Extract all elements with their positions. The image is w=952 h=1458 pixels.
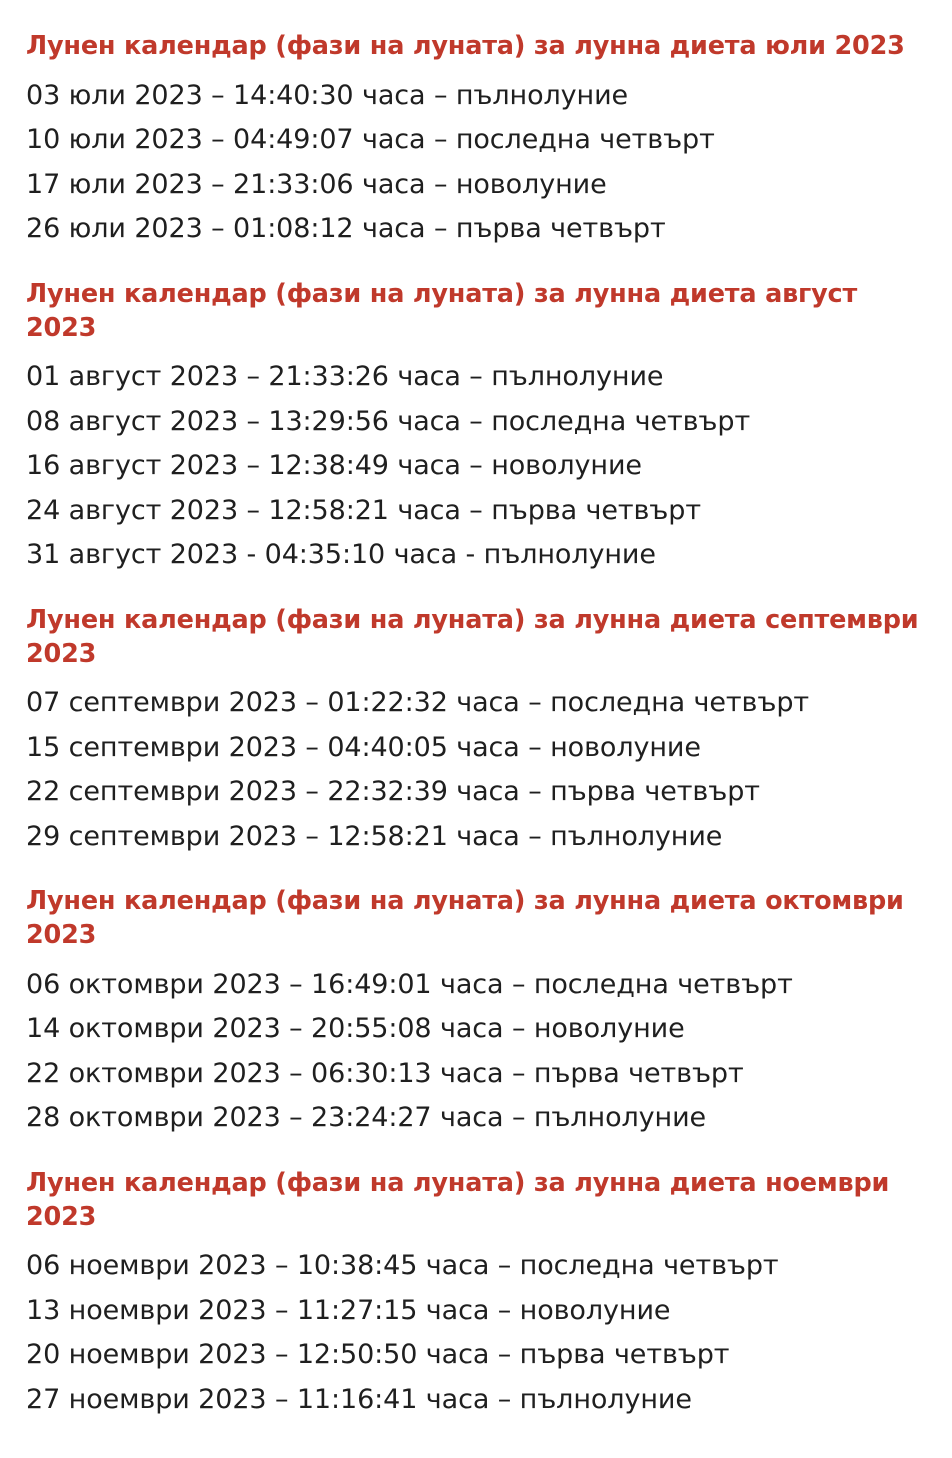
lunar-calendar-section-october xyxy=(26,873,926,1155)
section-heading: Лунен календар (фази на луната) за лунна диета септември 2023 xyxy=(26,604,919,669)
list-item: 31 август 2023 - 04:35:10 часа - пълнолуние xyxy=(26,539,656,571)
lunar-calendar-section-july xyxy=(26,18,926,266)
list-item: 20 ноември 2023 – 12:50:50 часа – първа четвърт xyxy=(26,1339,730,1371)
moon-phase-list xyxy=(26,675,926,873)
page-top-spacer xyxy=(26,0,926,18)
list-item: 26 юли 2023 – 01:08:12 часа – първа четвърт xyxy=(26,213,666,245)
lunar-calendar-section-september xyxy=(26,592,926,874)
list-item: 15 септември 2023 – 04:40:05 часа – новолуние xyxy=(26,731,701,763)
list-item: 17 юли 2023 – 21:33:06 часа – новолуние xyxy=(26,168,607,200)
list-item: 07 септември 2023 – 01:22:32 часа – последна четвърт xyxy=(26,687,809,719)
list-item: 16 август 2023 – 12:38:49 часа – новолуние xyxy=(26,450,642,482)
list-item: 28 октомври 2023 – 23:24:27 часа – пълнолуние xyxy=(26,1102,707,1134)
section-heading: Лунен календар (фази на луната) за лунна диета ноември 2023 xyxy=(26,1167,890,1232)
section-heading: Лунен календар (фази на луната) за лунна диета август 2023 xyxy=(26,278,858,343)
list-item: 06 октомври 2023 – 16:49:01 часа – последна четвърт xyxy=(26,968,793,1000)
moon-phase-list xyxy=(26,1238,926,1436)
list-item: 01 август 2023 – 21:33:26 часа – пълнолуние xyxy=(26,361,664,393)
section-heading: Лунен календар (фази на луната) за лунна диета юли 2023 xyxy=(26,31,905,61)
list-item: 27 ноември 2023 – 11:16:41 часа – пълнолуние xyxy=(26,1383,692,1415)
section-heading: Лунен календар (фази на луната) за лунна диета октомври 2023 xyxy=(26,886,904,951)
moon-phase-list xyxy=(26,349,926,592)
lunar-calendar-section-august xyxy=(26,266,926,592)
list-item: 03 юли 2023 – 14:40:30 часа – пълнолуние xyxy=(26,79,629,111)
moon-phase-list xyxy=(26,68,926,266)
list-item: 29 септември 2023 – 12:58:21 часа – пълнолуние xyxy=(26,820,723,852)
moon-phase-list xyxy=(26,957,926,1155)
list-item: 10 юли 2023 – 04:49:07 часа – последна четвърт xyxy=(26,124,715,156)
list-item: 22 октомври 2023 – 06:30:13 часа – първа четвърт xyxy=(26,1057,744,1089)
list-item: 13 ноември 2023 – 11:27:15 часа – новолуние xyxy=(26,1294,671,1326)
list-item: 08 август 2023 – 13:29:56 часа – последна четвърт xyxy=(26,405,751,437)
lunar-calendar-section-november xyxy=(26,1155,926,1437)
list-item: 14 октомври 2023 – 20:55:08 часа – новолуние xyxy=(26,1013,685,1045)
list-item: 06 ноември 2023 – 10:38:45 часа – последна четвърт xyxy=(26,1250,779,1282)
list-item: 24 август 2023 – 12:58:21 часа – първа четвърт xyxy=(26,494,701,526)
list-item: 22 септември 2023 – 22:32:39 часа – първа четвърт xyxy=(26,776,760,808)
